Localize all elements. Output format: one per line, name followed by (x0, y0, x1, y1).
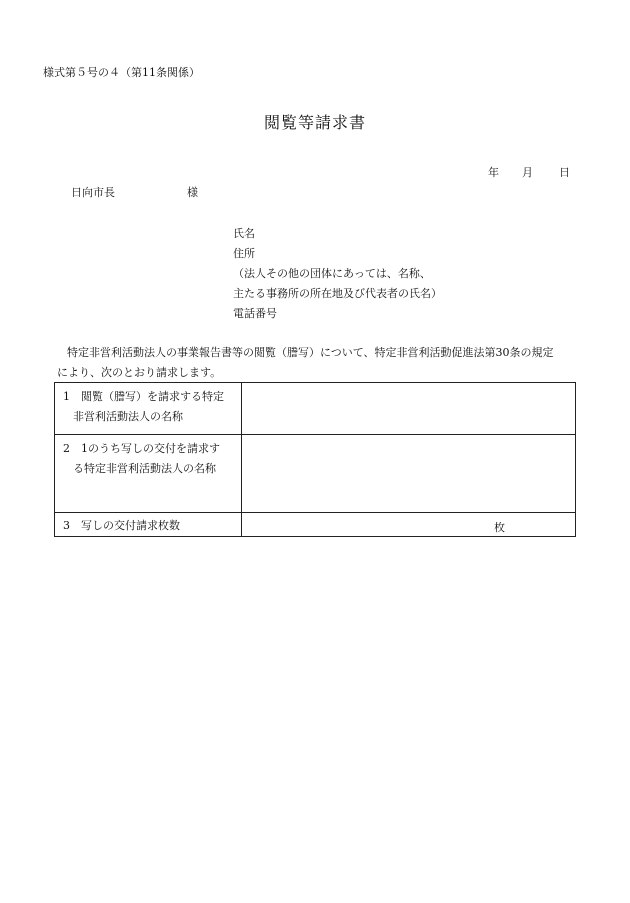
date-month-label: 月 (522, 166, 533, 179)
table-row (55, 383, 576, 435)
row1-label-cell (55, 383, 242, 435)
request-statement-line2: により、次のとおり請求します。 (57, 366, 222, 379)
date-year-label: 年 (488, 166, 499, 179)
row1-label-line1: 1 閲覧（謄写）を請求する特定 (63, 390, 224, 403)
copy-count-field[interactable] (242, 513, 576, 537)
table-row (55, 435, 576, 513)
request-table (54, 382, 576, 537)
row3-label-cell (55, 513, 242, 537)
request-statement-line1: 特定非営利活動法人の事業報告書等の閲覧（謄写）について、特定非営利活動促進法第30条の規定 (67, 346, 554, 359)
applicant-note-line1: （法人その他の団体にあっては、名称、 (233, 267, 431, 280)
table-row (55, 513, 576, 537)
applicant-phone-label: 電話番号 (233, 307, 277, 320)
applicant-name-label: 氏名 (233, 227, 255, 240)
document-title: 閲覧等請求書 (263, 113, 366, 132)
form-number: 様式第５号の４（第11条関係） (43, 66, 200, 79)
applicant-address-label: 住所 (233, 247, 255, 260)
row1-value-field[interactable] (242, 383, 576, 435)
row2-label-line1: 2 1のうち写しの交付を請求す (63, 442, 220, 455)
date-day-label: 日 (559, 166, 570, 179)
addressee-name: 日向市長 (71, 186, 115, 199)
row2-label-cell (55, 435, 242, 513)
row3-label: 3 写しの交付請求枚数 (63, 519, 180, 532)
row1-label-line2: 非営利活動法人の名称 (73, 410, 183, 423)
addressee-honorific: 様 (187, 186, 198, 199)
row2-label-line2: る特定非営利活動法人の名称 (73, 462, 216, 475)
applicant-note-line2: 主たる事務所の所在地及び代表者の氏名） (233, 287, 442, 300)
row2-value-field[interactable] (242, 435, 576, 513)
copy-count-unit: 枚 (494, 521, 505, 534)
